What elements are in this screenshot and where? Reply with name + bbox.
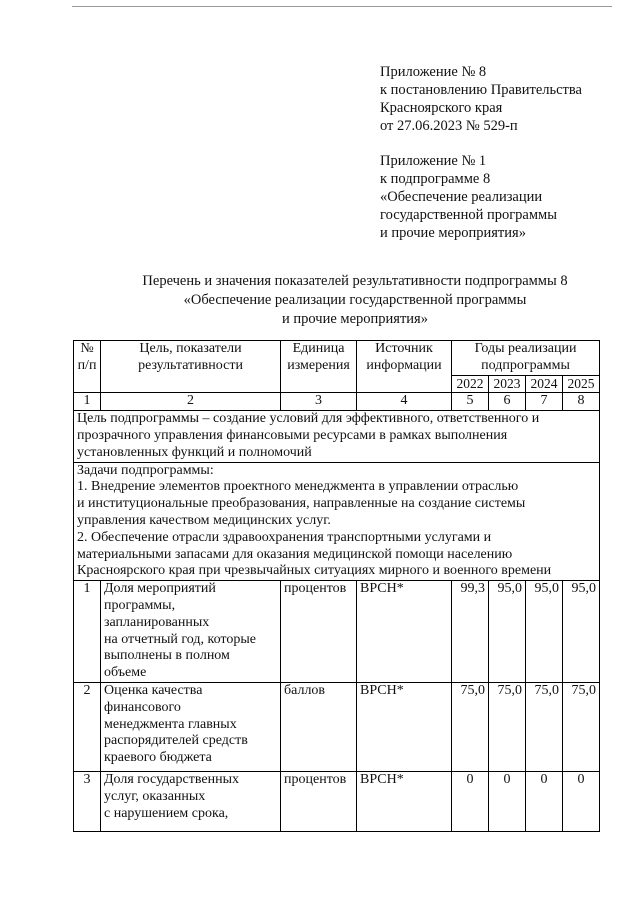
tasks-row <box>74 462 600 581</box>
tasks-text: Задачи подпрограммы: 1. Внедрение элементов проектного менеджмента в управлении отраслью и институциональные преобразования, направленные на создание системы управления качеством медицинских услуг. 2. Обеспечение отрасли здравоохранения транспортными услугами и материальными запасами для оказания медицинской помощи населению Красноярского края при чрезвычайных ситуациях мирного и военного времени <box>77 462 552 579</box>
row-value: 75,0 <box>526 682 563 771</box>
appendix-sub-block <box>380 152 557 242</box>
document-title <box>90 272 620 329</box>
appendix-sub-line: «Обеспечение реализации <box>380 189 543 205</box>
row-value: 99,3 <box>452 581 489 683</box>
year-cell: 2024 <box>526 375 563 393</box>
row-num: 2 <box>74 682 101 771</box>
appendix-main-line: от 27.06.2023 № 529-п <box>380 118 518 134</box>
table-row <box>74 581 600 683</box>
row-unit: процентов <box>281 771 357 831</box>
table-header-row <box>74 341 600 376</box>
header-source-text: Источник информации <box>366 341 442 373</box>
year-cell: 2022 <box>452 375 489 393</box>
header-years-text: Годы реализации подпрограммы <box>474 341 577 373</box>
row-value: 75,0 <box>452 682 489 771</box>
appendix-sub-line: Приложение № 1 <box>380 153 487 169</box>
header-goal <box>101 341 281 393</box>
tasks-cell <box>74 462 600 581</box>
header-num-text: № п/п <box>77 341 97 373</box>
row-value: 75,0 <box>489 682 526 771</box>
year-cell: 2023 <box>489 375 526 393</box>
col-number-cell: 2 <box>101 393 281 411</box>
col-number-cell: 7 <box>526 393 563 411</box>
row-name-text: Оценка качества финансового менеджмента главных распорядителей средств краевого бюджета <box>104 682 248 766</box>
header-source <box>357 341 452 393</box>
goal-row <box>74 411 600 462</box>
row-value: 75,0 <box>563 682 600 771</box>
row-source: ВРСН* <box>357 682 452 771</box>
year-cell: 2025 <box>563 375 600 393</box>
row-value: 0 <box>452 771 489 831</box>
goal-cell <box>74 411 600 462</box>
row-name <box>101 682 281 771</box>
row-unit: процентов <box>281 581 357 683</box>
header-unit <box>281 341 357 393</box>
col-number-cell: 5 <box>452 393 489 411</box>
col-number-cell: 3 <box>281 393 357 411</box>
row-num: 3 <box>74 771 101 831</box>
row-value: 95,0 <box>489 581 526 683</box>
col-number-cell: 4 <box>357 393 452 411</box>
title-line: Перечень и значения показателей результативности подпрограммы 8 <box>142 273 568 289</box>
appendix-main-line: Красноярского края <box>380 100 503 116</box>
row-unit: баллов <box>281 682 357 771</box>
col-number-cell: 1 <box>74 393 101 411</box>
header-years <box>452 341 600 376</box>
appendix-main-line: к постановлению Правительства <box>380 82 582 98</box>
table-row <box>74 771 600 831</box>
col-number-cell: 6 <box>489 393 526 411</box>
appendix-sub-line: государственной программы <box>380 207 557 223</box>
appendix-main-block <box>380 63 582 135</box>
header-goal-text: Цель, показатели результативности <box>138 341 243 373</box>
appendix-sub-line: к подпрограмме 8 <box>380 171 491 187</box>
header-num <box>74 341 101 393</box>
row-name <box>101 771 281 831</box>
goal-text: Цель подпрограммы – создание условий для эффективного, ответственного и прозрачного управления финансовыми ресурсами в рамках выполнения установленных функций и полномочий <box>77 411 540 460</box>
row-value: 0 <box>563 771 600 831</box>
top-edge-line <box>72 6 612 7</box>
row-value: 95,0 <box>526 581 563 683</box>
col-number-cell: 8 <box>563 393 600 411</box>
row-value: 0 <box>489 771 526 831</box>
indicators-table <box>73 340 600 832</box>
appendix-sub-line: и прочие мероприятия» <box>380 225 526 241</box>
header-unit-text: Единица измерения <box>287 341 350 373</box>
row-source: ВРСН* <box>357 771 452 831</box>
appendix-main-line: Приложение № 8 <box>380 64 487 80</box>
row-value: 95,0 <box>563 581 600 683</box>
title-line: «Обеспечение реализации государственной программы <box>183 292 527 308</box>
row-value: 0 <box>526 771 563 831</box>
row-source: ВРСН* <box>357 581 452 683</box>
row-name-text: Доля мероприятий программы, запланированных на отчетный год, которые выполнены в полном объеме <box>104 581 256 681</box>
table-row <box>74 682 600 771</box>
column-number-row <box>74 393 600 411</box>
title-line: и прочие мероприятия» <box>282 311 428 327</box>
row-num: 1 <box>74 581 101 683</box>
row-name-text: Доля государственных услуг, оказанных с нарушением срока, <box>104 771 239 821</box>
row-name <box>101 581 281 683</box>
